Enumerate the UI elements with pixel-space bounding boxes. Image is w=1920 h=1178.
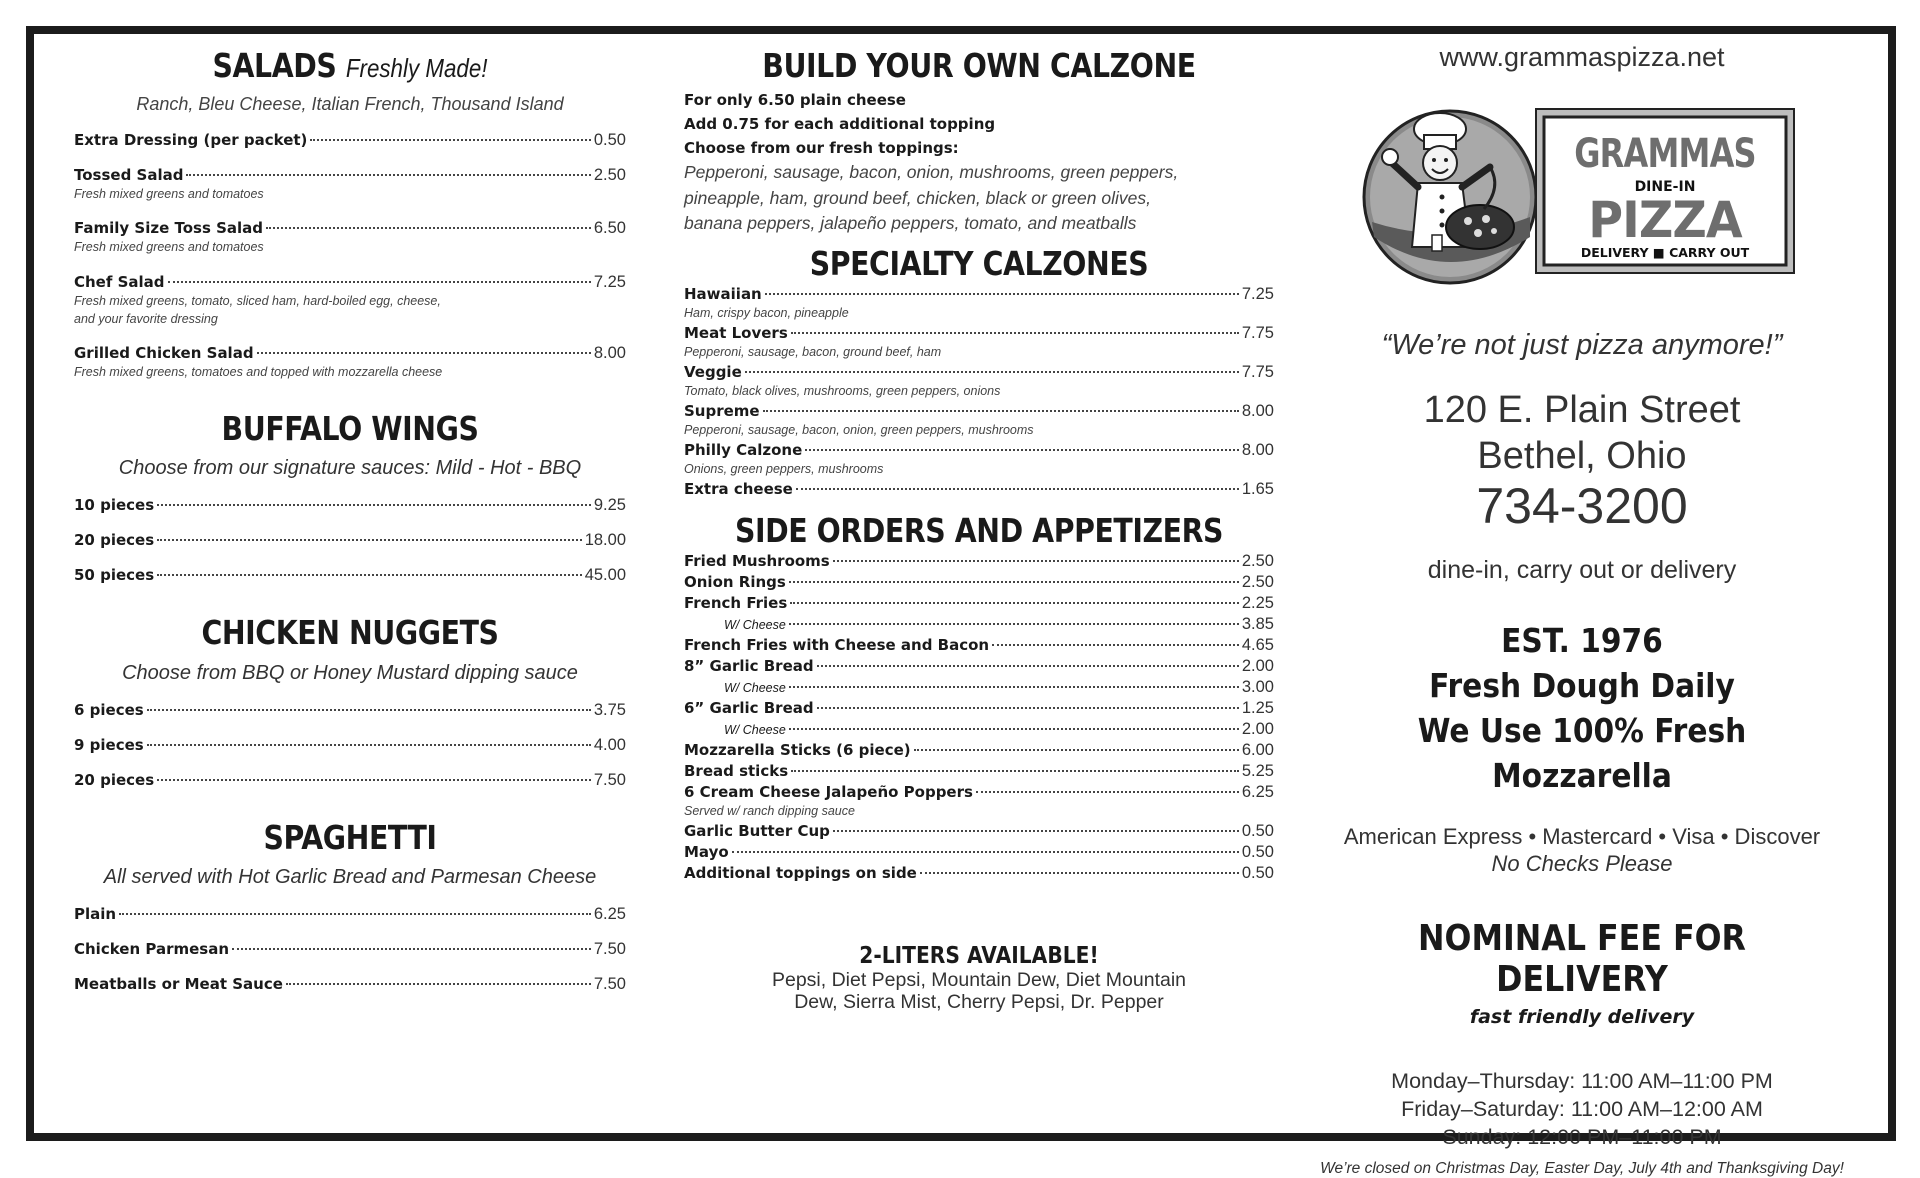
phone-number[interactable]: 734-3200 — [1476, 478, 1688, 535]
calzone-toppings-list: Pepperoni, sausage, bacon, onion, mushrooms, green peppers, pineapple, ham, ground beef, chicken, black or green olives, banana peppers, jalapeño peppers, tomato, and meatballs — [684, 162, 1179, 234]
middle-column — [684, 34, 1274, 1014]
menu-item — [74, 219, 626, 238]
right-column — [1302, 34, 1862, 1178]
item-name: 6 pieces — [74, 700, 144, 719]
item-name: Grilled Chicken Salad — [74, 343, 254, 362]
dot-leader — [286, 983, 591, 985]
item-name: 50 pieces — [74, 566, 155, 585]
menu-item — [684, 843, 1274, 862]
dot-leader — [920, 872, 1239, 874]
dot-leader — [732, 851, 1239, 853]
item-description: Fresh mixed greens, tomato, sliced ham, hard-boiled egg, cheese, — [74, 293, 441, 308]
dot-leader — [765, 293, 1239, 295]
item-price: 4.00 — [593, 735, 626, 754]
dot-leader — [157, 539, 582, 541]
item-name: Chef Salad — [74, 272, 165, 291]
address-city: Bethel, Ohio — [1477, 434, 1687, 477]
menu-item — [74, 166, 626, 185]
logo-pizza: PIZZA — [1588, 191, 1742, 249]
item-price: 9.25 — [593, 496, 626, 515]
item-name: 20 pieces — [74, 531, 155, 550]
dot-leader — [147, 709, 591, 711]
no-checks: No Checks Please — [1491, 851, 1673, 877]
dot-leader — [157, 779, 591, 781]
item-price: 6.50 — [593, 219, 626, 238]
est-year: EST. 1976 — [1501, 621, 1663, 661]
address-street: 120 E. Plain Street — [1423, 389, 1741, 431]
calzone-heading: BUILD YOUR OWN CALZONE — [762, 46, 1196, 85]
item-description: Pepperoni, sausage, bacon, onion, green peppers, mushrooms — [684, 423, 1034, 438]
item-price: 2.50 — [1241, 572, 1274, 591]
liters-line-2: Dew, Sierra Mist, Cherry Pepsi, Dr. Pepper — [794, 991, 1164, 1014]
item-description: Onions, green peppers, mushrooms — [684, 462, 884, 477]
sides-list — [684, 552, 1274, 883]
liters-title: 2-LITERS AVAILABLE! — [859, 942, 1099, 969]
item-price: 7.50 — [593, 974, 626, 993]
menu-item — [684, 636, 1274, 655]
dot-leader — [833, 830, 1239, 832]
nuggets-note: Choose from BBQ or Honey Mustard dipping sauce — [122, 661, 578, 684]
item-description: Ham, crispy bacon, pineapple — [684, 305, 849, 320]
menu-item — [74, 496, 626, 515]
item-price: 7.75 — [1241, 323, 1274, 342]
item-price: 1.25 — [1241, 698, 1274, 717]
left-column — [74, 34, 626, 994]
item-name: Mozzarella Sticks (6 piece) — [684, 740, 911, 759]
nuggets-heading: CHICKEN NUGGETS — [201, 613, 499, 653]
item-description: Fresh mixed greens and tomatoes — [74, 240, 264, 255]
dot-leader — [168, 281, 591, 283]
calzone-toppings-label: Choose from our fresh toppings: — [684, 139, 959, 158]
item-name: Extra cheese — [684, 480, 793, 499]
item-name: Tossed Salad — [74, 166, 184, 185]
menu-item — [684, 741, 1274, 760]
logo-services: DELIVERY ■ CARRY OUT — [1580, 245, 1750, 260]
hours-fri-sat: Friday–Saturday: 11:00 AM–12:00 AM — [1401, 1096, 1763, 1121]
menu-page — [26, 26, 1896, 1177]
dot-leader — [789, 581, 1239, 583]
menu-item — [74, 273, 626, 292]
holiday-closures: We’re closed on Christmas Day, Easter Day, July 4th and Thanksgiving Day! — [1320, 1159, 1844, 1177]
item-name: French Fries with Cheese and Bacon — [684, 635, 990, 654]
item-price: 7.25 — [1241, 284, 1274, 303]
menu-item — [74, 940, 626, 959]
dot-leader — [186, 174, 590, 176]
item-name: 8” Garlic Bread — [684, 656, 814, 675]
dot-leader — [157, 574, 582, 576]
dot-leader — [833, 560, 1239, 562]
item-name: Family Size Toss Salad — [74, 219, 264, 238]
dot-leader — [789, 728, 1239, 730]
menu-item — [684, 783, 1274, 802]
spaghetti-list — [74, 905, 626, 994]
wings-note: Choose from our signature sauces: Mild - Hot - BBQ — [118, 457, 582, 480]
item-name: Hawaiian — [684, 284, 762, 303]
menu-item — [74, 131, 626, 150]
hours-sunday: Sunday: 12:00 PM–11:00 PM — [1442, 1124, 1722, 1149]
item-price: 3.85 — [1241, 614, 1274, 633]
dot-leader — [147, 744, 591, 746]
item-name: W/ Cheese — [724, 617, 786, 632]
item-name: Chicken Parmesan — [74, 939, 230, 958]
wings-heading: BUFFALO WINGS — [221, 408, 479, 448]
item-price: 6.25 — [1241, 782, 1274, 801]
spaghetti-note: All served with Hot Garlic Bread and Parmesan Cheese — [103, 865, 597, 888]
payment-info — [1302, 823, 1862, 878]
item-price: 2.50 — [593, 166, 626, 185]
item-price: 1.65 — [1241, 480, 1274, 499]
menu-item — [684, 822, 1274, 841]
item-name: W/ Cheese — [724, 722, 786, 737]
item-name: Extra Dressing (per packet) — [74, 131, 308, 150]
menu-item — [74, 344, 626, 363]
calzone-price-line: For only 6.50 plain cheese — [684, 91, 906, 110]
menu-item — [684, 363, 1274, 382]
item-description: Tomato, black olives, mushrooms, green peppers, onions — [684, 383, 1001, 398]
menu-item — [74, 566, 626, 585]
item-name: Meat Lovers — [684, 323, 788, 342]
established — [1330, 619, 1834, 799]
dot-leader — [745, 371, 1239, 373]
dot-leader — [266, 227, 591, 229]
nuggets-list — [74, 701, 626, 790]
item-description: Fresh mixed greens and tomatoes — [74, 187, 264, 202]
menu-item — [684, 762, 1274, 781]
item-name: 10 pieces — [74, 496, 155, 515]
dressings-note: Ranch, Bleu Cheese, Italian French, Thousand Island — [136, 94, 564, 115]
logo-brand: GRAMMAS — [1574, 131, 1756, 177]
gramma-logo — [1362, 97, 1802, 287]
dot-leader — [914, 749, 1239, 751]
item-price: 8.00 — [593, 343, 626, 362]
specialty-list — [684, 285, 1274, 500]
item-name: Veggie — [684, 362, 742, 381]
hours-mon-thu: Monday–Thursday: 11:00 AM–11:00 PM — [1391, 1068, 1773, 1093]
item-price: 2.25 — [1241, 593, 1274, 612]
menu-item — [684, 441, 1274, 460]
item-name: Additional toppings on side — [684, 863, 917, 882]
item-price: 0.50 — [593, 131, 626, 150]
fresh-dough: Fresh Dough Daily — [1429, 666, 1735, 706]
item-price: 7.75 — [1241, 362, 1274, 381]
menu-item — [684, 324, 1274, 343]
menu-item — [684, 594, 1274, 613]
item-price: 0.50 — [1241, 842, 1274, 861]
menu-item — [74, 771, 626, 790]
menu-item — [684, 699, 1274, 718]
dot-leader — [805, 449, 1239, 451]
item-price: 3.00 — [1241, 677, 1274, 696]
item-description: and your favorite dressing — [74, 311, 218, 326]
item-name: Meatballs or Meat Sauce — [74, 974, 283, 993]
menu-item — [684, 657, 1274, 676]
service-types: dine-in, carry out or delivery — [1427, 556, 1737, 585]
fresh-mozzarella: We Use 100% Fresh Mozzarella — [1417, 710, 1747, 795]
menu-item — [684, 480, 1274, 499]
item-name: Philly Calzone — [684, 441, 803, 460]
dot-leader — [976, 791, 1239, 793]
item-price: 6.00 — [1241, 740, 1274, 759]
dot-leader — [791, 332, 1239, 334]
item-price: 7.50 — [593, 939, 626, 958]
dot-leader — [992, 644, 1239, 646]
menu-item — [684, 402, 1274, 421]
menu-item — [684, 573, 1274, 592]
dot-leader — [763, 410, 1239, 412]
menu-item — [74, 905, 626, 924]
dot-leader — [789, 686, 1239, 688]
sides-heading: SIDE ORDERS AND APPETIZERS — [734, 511, 1224, 551]
accepted-cards: American Express • Mastercard • Visa • Discover — [1343, 823, 1821, 849]
menu-item — [684, 720, 1274, 739]
menu-item — [684, 678, 1274, 697]
dot-leader — [232, 948, 591, 950]
dot-leader — [796, 488, 1239, 490]
item-price: 2.00 — [1241, 656, 1274, 675]
item-description: Served w/ ranch dipping sauce — [684, 803, 855, 818]
dot-leader — [310, 139, 590, 141]
item-name: Garlic Butter Cup — [684, 821, 830, 840]
menu-item — [74, 736, 626, 755]
item-name: 20 pieces — [74, 770, 155, 789]
item-price: 7.25 — [593, 272, 626, 291]
dot-leader — [257, 352, 591, 354]
menu-item — [684, 552, 1274, 571]
salad-list — [74, 131, 626, 381]
dot-leader — [817, 707, 1239, 709]
item-description: Pepperoni, sausage, bacon, ground beef, ham — [684, 344, 942, 359]
slogan: “We’re not just pizza anymore!” — [1381, 329, 1783, 361]
item-name: Onion Rings — [684, 572, 786, 591]
dot-leader — [791, 770, 1239, 772]
menu-item — [684, 864, 1274, 883]
business-hours — [1302, 1068, 1862, 1152]
dot-leader — [790, 602, 1239, 604]
item-price: 0.50 — [1241, 863, 1274, 882]
item-price: 8.00 — [1241, 402, 1274, 421]
item-description: Fresh mixed greens, tomatoes and topped with mozzarella cheese — [74, 364, 443, 379]
item-price: 0.50 — [1241, 821, 1274, 840]
menu-item — [74, 531, 626, 550]
item-name: 6” Garlic Bread — [684, 698, 814, 717]
menu-item — [74, 975, 626, 994]
dot-leader — [119, 913, 591, 915]
spaghetti-heading: SPAGHETTI — [263, 817, 437, 857]
menu-item — [684, 285, 1274, 304]
item-name: Bread sticks — [684, 761, 789, 780]
item-name: W/ Cheese — [724, 680, 786, 695]
menu-item — [74, 701, 626, 720]
specialty-heading: SPECIALTY CALZONES — [809, 244, 1149, 284]
item-price: 4.65 — [1241, 635, 1274, 654]
item-price: 45.00 — [584, 566, 626, 585]
item-price: 7.50 — [593, 770, 626, 789]
item-name: French Fries — [684, 593, 788, 612]
website-link[interactable]: www.grammaspizza.net — [1439, 42, 1725, 72]
item-price: 6.25 — [593, 904, 626, 923]
dot-leader — [789, 623, 1239, 625]
item-name: 9 pieces — [74, 735, 144, 754]
delivery-tagline: fast friendly delivery — [1469, 1005, 1695, 1028]
item-price: 2.00 — [1241, 719, 1274, 738]
item-name: Fried Mushrooms — [684, 551, 830, 570]
item-name: Mayo — [684, 842, 729, 861]
logo-dine-in: DINE-IN — [1634, 179, 1696, 195]
delivery-fee-heading: NOMINAL FEE FOR DELIVERY — [1418, 917, 1746, 1000]
salads-heading: SALADS Freshly Made! — [212, 46, 488, 85]
item-name: 6 Cream Cheese Jalapeño Poppers — [684, 782, 973, 801]
calzone-topping-price: Add 0.75 for each additional topping — [684, 115, 996, 134]
liters-line-1: Pepsi, Diet Pepsi, Mountain Dew, Diet Mountain — [771, 968, 1187, 991]
item-price: 18.00 — [584, 531, 626, 550]
liters-block — [684, 943, 1274, 1014]
item-price: 3.75 — [593, 700, 626, 719]
dot-leader — [157, 504, 591, 506]
item-price: 8.00 — [1241, 441, 1274, 460]
menu-item — [684, 615, 1274, 634]
item-price: 2.50 — [1241, 551, 1274, 570]
item-price: 5.25 — [1241, 761, 1274, 780]
wings-list — [74, 496, 626, 585]
dot-leader — [817, 665, 1239, 667]
item-name: Plain — [74, 904, 117, 923]
item-name: Supreme — [684, 402, 760, 421]
